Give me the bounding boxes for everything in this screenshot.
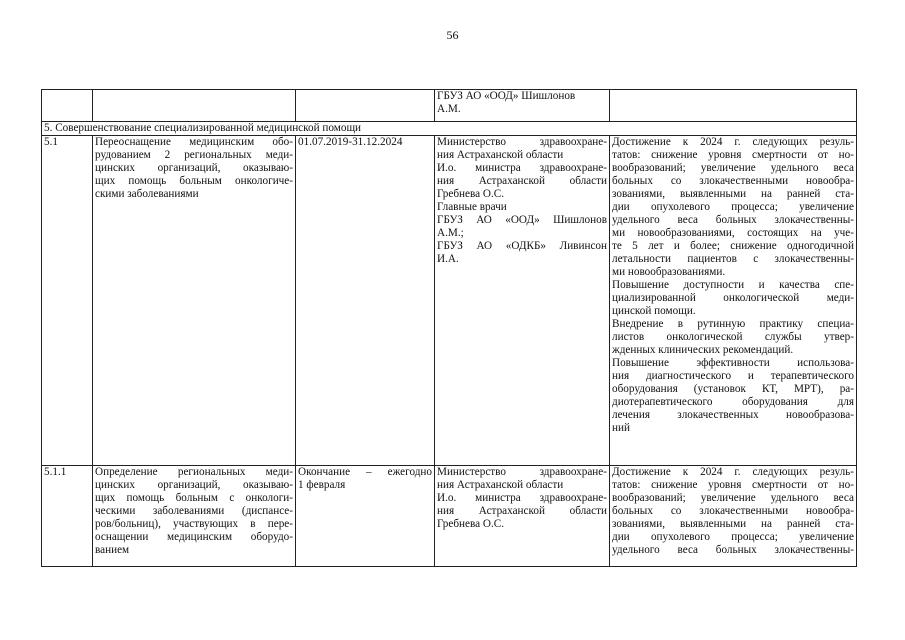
result-line: ния диагностического и терапевтического <box>612 370 854 382</box>
dates-line: Окончание – ежегодно <box>298 466 432 478</box>
responsible-line: Гребнева О.С. <box>437 188 504 200</box>
responsible-line: А.М.; <box>437 227 464 239</box>
result-line: Достижение к 2024 г. следующих резуль- <box>612 136 854 148</box>
cell-responsible <box>435 466 610 567</box>
result-line: диотерапевтического оборудования для <box>612 396 854 408</box>
activity-line: щих помощь больным с онкологи- <box>95 492 293 504</box>
responsible-line: ГБУЗ АО «ООД» Шишлонов <box>437 214 607 226</box>
result-line: татов: снижение уровня смертности от но- <box>612 479 854 491</box>
table-row <box>42 466 857 567</box>
cell-responsible <box>435 136 610 466</box>
responsible-line: И.о. министра здравоохране- <box>437 162 607 174</box>
result-line: Повышение эффективности использова- <box>612 357 854 369</box>
result-line: больных со злокачественными новообра- <box>612 505 854 517</box>
cell-activity <box>93 90 296 122</box>
result-line: листов онкологической службы утвер- <box>612 331 854 343</box>
result-line: вообразований; увеличение удельного веса <box>612 492 854 504</box>
responsible-line: Гребнева О.С. <box>437 518 504 530</box>
result-line: жденных клинических рекомендаций. <box>612 344 794 356</box>
result-line: лечения злокачественных новообразова- <box>612 409 854 421</box>
cell-result <box>610 136 857 466</box>
result-line: татов: снижение уровня смертности от но- <box>612 149 854 161</box>
plan-table <box>41 89 857 567</box>
activity-line: цинских организаций, оказываю- <box>95 479 293 491</box>
result-line: зованиями, выявленными на ранней ста- <box>612 188 854 200</box>
activity-line: цинских организаций, оказываю- <box>95 162 293 174</box>
cell-number <box>42 90 93 122</box>
cell-number: 5.1.1 <box>42 466 93 567</box>
result-line: больных со злокачественными новообра- <box>612 175 854 187</box>
result-line: дии опухолевого процесса; увеличение <box>612 531 854 543</box>
responsible-line: Министерство здравоохране- <box>437 466 607 478</box>
activity-line: ров/больниц), участвующих в пере- <box>95 518 293 530</box>
result-line: Достижение к 2024 г. следующих резуль- <box>612 466 854 478</box>
cell-dates <box>296 90 435 122</box>
responsible-line: Главные врачи <box>437 201 507 213</box>
responsible-line: А.М. <box>437 103 461 115</box>
result-line: циализированной онкологической меди- <box>612 292 854 304</box>
result-line: зованиями, выявленными на ранней ста- <box>612 518 854 530</box>
result-line: ний <box>612 422 630 434</box>
cell-responsible <box>435 90 610 122</box>
result-line: те 5 лет и более; снижение одногодичной <box>612 240 854 252</box>
responsible-line: И.о. министра здравоохране- <box>437 492 607 504</box>
result-line: цинской помощи. <box>612 305 696 317</box>
section-title: 5. Совершенствование специализированной медицинской помощи <box>42 122 857 136</box>
cell-result <box>610 466 857 567</box>
result-line: Повышение доступности и качества спе- <box>612 279 854 291</box>
result-line: вообразований; увеличение удельного веса <box>612 162 854 174</box>
responsible-line: ГБУЗ АО «ОДКБ» Ливинсон <box>437 240 607 252</box>
result-line: дии опухолевого процесса; увеличение <box>612 201 854 213</box>
result-line: летальности пациентов с злокачественны- <box>612 253 854 265</box>
cell-dates <box>296 466 435 567</box>
responsible-line: Министерство здравоохране- <box>437 136 607 148</box>
activity-line: рудованием 2 региональных меди- <box>95 149 293 161</box>
result-line: оборудования (установок КТ, МРТ), ра- <box>612 383 854 395</box>
section-header-row <box>42 122 857 136</box>
activity-line: оснащении медицинским оборудо- <box>95 531 293 543</box>
cell-result <box>610 90 857 122</box>
responsible-line: ГБУЗ АО «ООД» Шишлонов <box>437 90 576 102</box>
activity-line: ческими заболеваниями (диспансе- <box>95 505 293 517</box>
cell-dates: 01.07.2019-31.12.2024 <box>296 136 435 466</box>
result-line: удельного веса больных злокачественны- <box>612 214 854 226</box>
dates-line: 1 февраля <box>298 479 346 491</box>
result-line: Внедрение в рутинную практику специа- <box>612 318 854 330</box>
cell-number: 5.1 <box>42 136 93 466</box>
responsible-line: ния Астраханской области <box>437 479 564 491</box>
responsible-line: ния Астраханской области <box>437 149 564 161</box>
responsible-line: И.А. <box>437 253 459 265</box>
activity-line: Определение региональных меди- <box>95 466 293 478</box>
table-row <box>42 90 857 122</box>
activity-line: ванием <box>95 544 130 556</box>
cell-activity <box>93 136 296 466</box>
result-line: ми новообразованиями, состоящих на уче- <box>612 227 854 239</box>
activity-line: Переоснащение медицинским обо- <box>95 136 293 148</box>
result-line: удельного веса больных злокачественны- <box>612 544 854 556</box>
responsible-line: ния Астраханской области <box>437 175 607 187</box>
responsible-line: ния Астраханской области <box>437 505 607 517</box>
result-line: ми новообразованиями. <box>612 266 726 278</box>
cell-activity <box>93 466 296 567</box>
table-row <box>42 136 857 466</box>
activity-line: щих помощь больным онкологиче- <box>95 175 293 187</box>
activity-line: скими заболеваниями <box>95 188 199 200</box>
page-number: 56 <box>446 28 459 42</box>
